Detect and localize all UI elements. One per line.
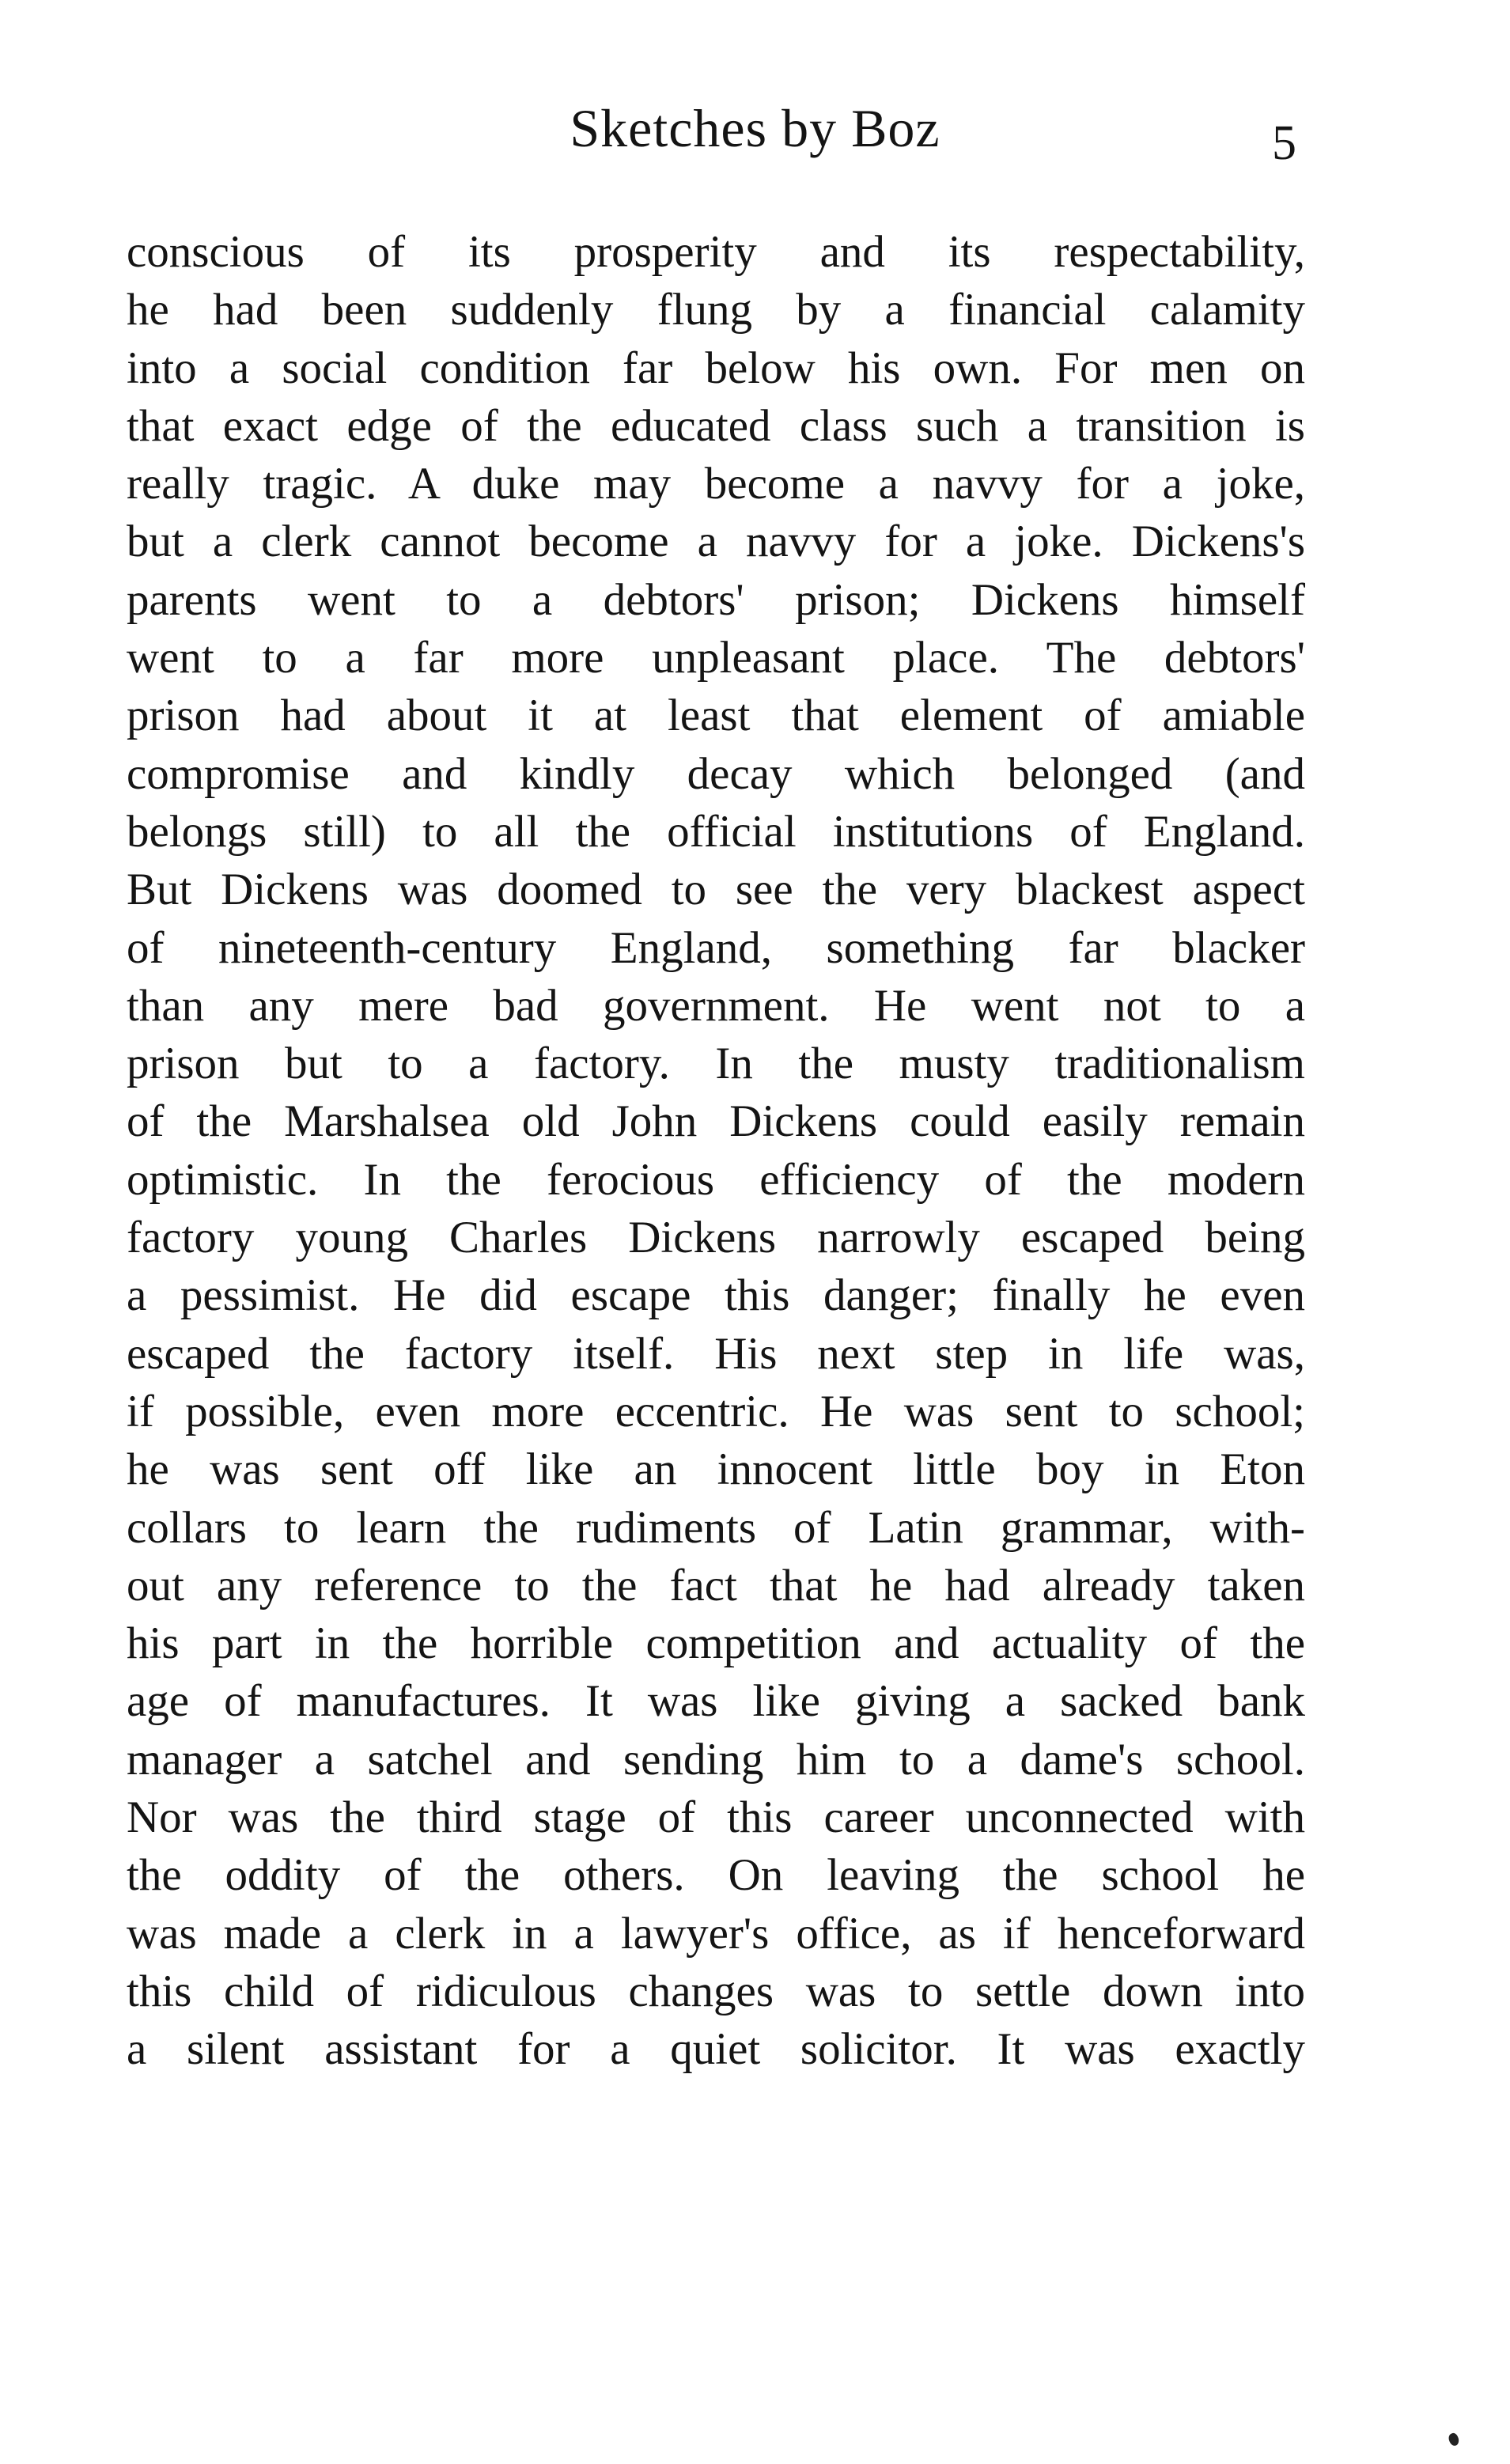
text-line: this child of ridiculous changes was to settle down into xyxy=(127,1966,1305,2016)
text-line: the oddity of the others. On leaving the school he xyxy=(127,1850,1305,1901)
text-line: escaped the factory itself. His next step in life was, xyxy=(127,1328,1305,1379)
text-line: belongs still) to all the official institutions of England. xyxy=(127,806,1305,857)
text-line: manager a satchel and sending him to a dame's school. xyxy=(127,1734,1305,1785)
text-line: out any reference to the fact that he had already taken xyxy=(127,1560,1305,1610)
text-line: compromise and kindly decay which belonged (and xyxy=(127,748,1305,799)
text-line: really tragic. A duke may become a navvy for a joke, xyxy=(127,459,1305,509)
text-line: of the Marshalsea old John Dickens could easily remain xyxy=(127,1096,1305,1147)
text-line: was made a clerk in a lawyer's office, as if henceforward xyxy=(127,1908,1305,1959)
text-line: a silent assistant for a quiet solicitor. It was exactly xyxy=(127,2024,1305,2075)
text-line: optimistic. In the ferocious efficiency of the modern xyxy=(127,1154,1305,1205)
body-text xyxy=(127,223,1305,2079)
ink-speck xyxy=(1447,2432,1461,2447)
text-line: parents went to a debtors' prison; Dickens himself xyxy=(127,574,1305,625)
text-line: he had been suddenly flung by a financial calamity xyxy=(127,285,1305,335)
text-line: but a clerk cannot become a navvy for a joke. Dickens's xyxy=(127,517,1305,567)
text-line: factory young Charles Dickens narrowly escaped being xyxy=(127,1213,1305,1263)
text-line: collars to learn the rudiments of Latin grammar, with- xyxy=(127,1502,1305,1553)
text-line: conscious of its prosperity and its respectability, xyxy=(127,227,1305,277)
text-line: Nor was the third stage of this career unconnected with xyxy=(127,1792,1305,1843)
text-line: his part in the horrible competition and actuality of the xyxy=(127,1618,1305,1669)
text-line: that exact edge of the educated class such a transition is xyxy=(127,400,1305,451)
text-line: he was sent off like an innocent little boy in Eton xyxy=(127,1444,1305,1495)
page-number: 5 xyxy=(1272,116,1296,170)
text-line: prison had about it at least that element of amiable xyxy=(127,691,1305,741)
running-title: Sketches by Boz xyxy=(570,98,940,158)
text-line: if possible, even more eccentric. He was sent to school; xyxy=(127,1386,1305,1436)
text-line: than any mere bad government. He went not to a xyxy=(127,980,1305,1031)
text-line: age of manufactures. It was like giving a sacked bank xyxy=(127,1676,1305,1727)
text-line: prison but to a factory. In the musty traditionalism xyxy=(127,1039,1305,1089)
text-line: into a social condition far below his own. For men on xyxy=(127,343,1305,393)
text-line: But Dickens was doomed to see the very blackest aspect xyxy=(127,865,1305,915)
text-line: went to a far more unpleasant place. The debtors' xyxy=(127,633,1305,683)
text-line: of nineteenth-century England, something far blacker xyxy=(127,922,1305,973)
text-line: a pessimist. He did escape this danger; finally he even xyxy=(127,1270,1305,1321)
